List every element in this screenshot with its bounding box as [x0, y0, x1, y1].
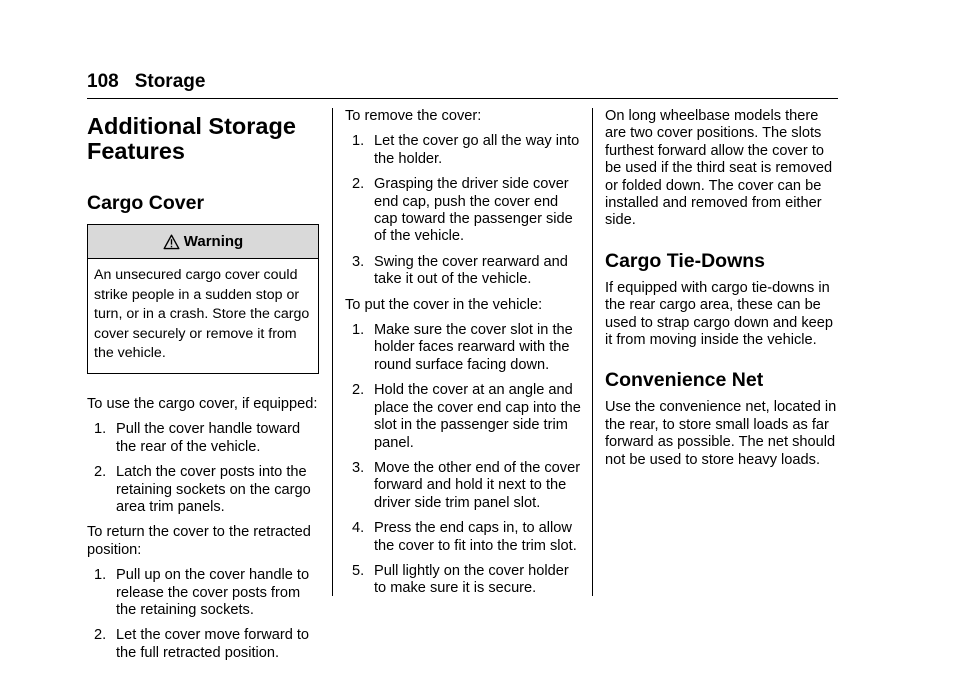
column-1 — [87, 108, 323, 670]
column-2 — [345, 108, 581, 606]
step-text: Swing the cover rearward and take it out of the vehicle. — [374, 253, 568, 288]
list-item — [87, 421, 323, 456]
page-header — [87, 70, 837, 94]
put-cover-lead: To put the cover in the vehicle: — [345, 296, 543, 313]
step-text: Hold the cover at an angle and place the cover end cap into the slot in the passenger side trim panel. — [374, 382, 581, 451]
warning-body: An unsecured cargo cover could strike people in a sudden stop or turn, or in a crash. Store the cargo cover securely or remove it from the vehicle. — [94, 267, 310, 362]
step-text: Let the cover go all the way into the holder. — [374, 133, 580, 167]
step-text: Let the cover move forward to the full retracted position. — [116, 627, 310, 661]
list-item — [345, 176, 581, 246]
step-text: Grasping the driver side cover end cap, push the cover end cap toward the passenger side of the vehicle. — [374, 176, 573, 245]
list-item — [87, 464, 323, 516]
convenience-net-heading: Convenience Net — [605, 369, 764, 392]
tie-downs-paragraph: If equipped with cargo tie-downs in the rear cargo area, these can be used to strap cargo down and keep it from moving inside the vehicle. — [605, 279, 833, 349]
cargo-cover-heading: Cargo Cover — [87, 192, 205, 214]
step-number: 2. — [94, 627, 107, 644]
step-number: 1. — [94, 421, 107, 438]
step-text: Pull the cover handle toward the rear of the vehicle. — [116, 421, 301, 455]
page-title-line-2: Features — [87, 138, 185, 164]
list-item — [345, 563, 581, 598]
step-text: Make sure the cover slot in the holder faces rearward with the round surface facing down. — [374, 322, 573, 373]
list-item — [345, 520, 581, 555]
use-cover-lead: To use the cargo cover, if equipped: — [87, 395, 318, 412]
list-item — [345, 460, 581, 512]
page-number: 108 — [87, 71, 119, 92]
step-number: 1. — [352, 322, 365, 339]
step-text: Move the other end of the cover forward and hold it next to the driver side trim panel slot. — [374, 459, 581, 511]
remove-cover-steps — [345, 133, 581, 288]
wheelbase-paragraph: On long wheelbase models there are two cover positions. The slots furthest forward allow the cover to be used if the third seat is removed or folded down. The cover can be installed and removed from either side. — [605, 108, 833, 229]
remove-cover-lead: To remove the cover: — [345, 108, 482, 124]
convenience-net-paragraph: Use the convenience net, located in the rear, to store small loads as far forward as possible. The net should not be used to store heavy loads. — [605, 399, 837, 468]
list-item — [345, 382, 581, 452]
step-number: 5. — [352, 562, 365, 579]
tie-downs-heading: Cargo Tie-Downs — [605, 249, 765, 272]
step-number: 2. — [352, 382, 365, 399]
warning-box — [87, 224, 319, 374]
page-title-line-1: Additional Storage — [87, 113, 296, 139]
use-cover-steps — [87, 421, 323, 516]
column-divider-right — [592, 108, 593, 596]
step-text: Pull lightly on the cover holder to make sure it is secure. — [374, 562, 569, 597]
list-item — [87, 567, 323, 619]
step-number: 1. — [94, 567, 107, 584]
page-title — [87, 114, 323, 163]
step-number: 2. — [94, 464, 107, 481]
warning-triangle-icon — [163, 234, 180, 250]
column-divider-left — [332, 108, 333, 596]
step-number: 3. — [352, 459, 365, 476]
step-text: Latch the cover posts into the retaining sockets on the cargo area trim panels. — [116, 464, 311, 515]
step-number: 1. — [352, 133, 365, 150]
section-title: Storage — [134, 71, 206, 92]
list-item — [345, 254, 581, 289]
step-text: Press the end caps in, to allow the cover to fit into the trim slot. — [374, 520, 577, 554]
step-number: 4. — [352, 520, 365, 537]
step-text: Pull up on the cover handle to release the cover posts from the retaining sockets. — [116, 567, 310, 619]
column-3 — [605, 108, 841, 477]
return-cover-lead: To return the cover to the retracted position: — [87, 524, 311, 558]
return-cover-steps — [87, 567, 323, 662]
list-item — [87, 627, 323, 662]
step-number: 2. — [352, 176, 365, 193]
warning-header — [88, 225, 318, 259]
list-item — [345, 322, 581, 374]
warning-title: Warning — [183, 232, 244, 250]
list-item — [345, 133, 581, 168]
step-number: 3. — [352, 253, 365, 270]
header-rule — [87, 98, 838, 99]
put-cover-steps — [345, 322, 581, 598]
